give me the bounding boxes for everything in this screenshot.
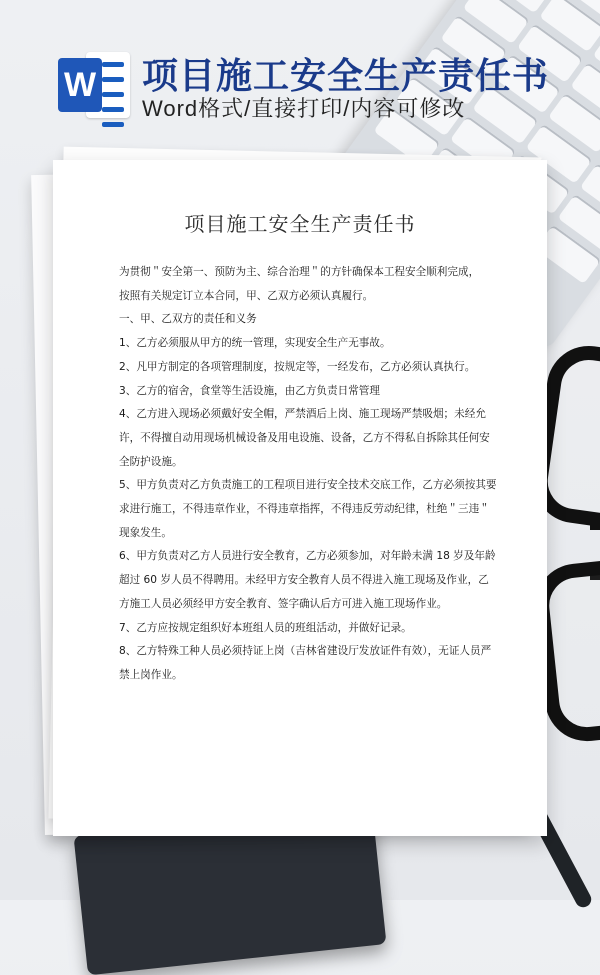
clause-1: 1、乙方必须服从甲方的统一管理，实现安全生产无事故。 (119, 337, 391, 350)
header-subtitle: Word格式/直接打印/内容可修改 (142, 96, 466, 121)
clause-7: 7、乙方应按规定组织好本班组人员的班组活动，并做好记录。 (119, 621, 412, 634)
header-title: 项目施工安全生产责任书 (142, 55, 550, 96)
paragraph-intro-2: 按照有关规定订立本合同，甲、乙双方必须认真履行。 (119, 289, 374, 302)
document-page (53, 160, 547, 836)
clause-6: 6、甲方负责对乙方人员进行安全教育，乙方必须参加，对年龄未满 18 岁及年龄超过 60 岁人员不得聘用。未经甲方安全教育人员不得进入施工现场及作业，乙方施工人员必须经甲方安全教育、签字确认后方可进入施工现场作业。 (119, 550, 496, 610)
word-icon-letter: W (58, 58, 102, 112)
clause-4: 4、乙方进入现场必须戴好安全帽，严禁酒后上岗、施工现场严禁吸烟；未经允许，不得擅自动用现场机械设备及用电设施、设备，乙方不得私自拆除其任何安全防护设施。 (119, 408, 490, 468)
document-title: 项目施工安全生产责任书 (184, 212, 416, 236)
clause-3: 3、乙方的宿舍，食堂等生活设施，由乙方负责日常管理 (119, 384, 380, 397)
clause-5: 5、甲方负责对乙方负责施工的工程项目进行安全技术交底工作，乙方必须按其要求进行施工，不得违章作业，不得违章指挥，不得违反劳动纪律，杜绝＂三违＂现象发生。 (119, 479, 497, 539)
word-icon (58, 50, 130, 120)
paragraph-intro-1: 为贯彻＂安全第一、预防为主、综合治理＂的方针确保本工程安全顺利完成， (119, 266, 480, 278)
clause-2: 2、凡甲方制定的各项管理制度，按规定等，一经发布，乙方必须认真执行。 (119, 360, 476, 373)
document-body (119, 261, 497, 688)
clause-8: 8、乙方特殊工种人员必须持证上岗（吉林省建设厅发放证件有效），无证人员严禁上岗作业。 (119, 645, 492, 681)
section-heading: 一、甲、乙双方的责任和义务 (119, 313, 257, 326)
